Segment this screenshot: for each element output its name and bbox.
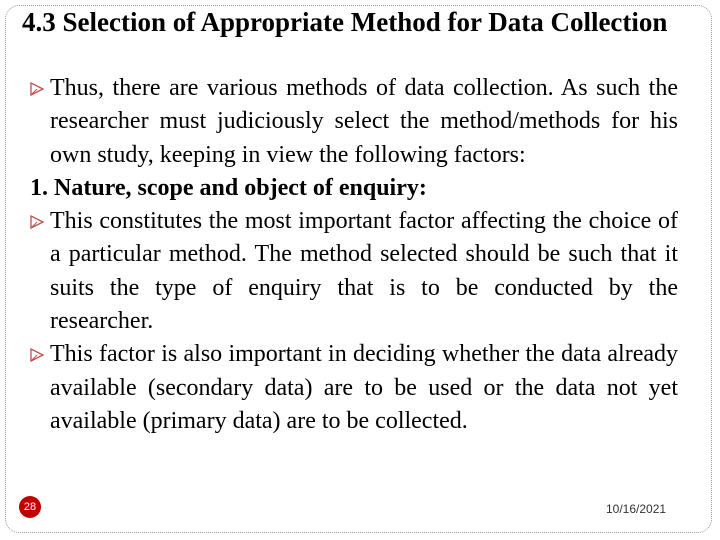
slide-title: 4.3 Selection of Appropriate Method for Data Collection — [22, 7, 668, 37]
section-subheading: 1. Nature, scope and object of enquiry: — [30, 174, 427, 201]
slide-content — [28, 72, 678, 438]
bullet-item — [28, 72, 678, 172]
slide-number-badge: 28 — [19, 496, 41, 518]
bullet-text: This constitutes the most important factor affecting the choice of a particular method. The method selected should be such that it suits the type of enquiry that is to be conducted by the researcher. — [50, 208, 678, 335]
bullet-text: Thus, there are various methods of data collection. As such the researcher must judiciously select the method/methods for his own study, keeping in view the following factors: — [50, 75, 678, 168]
slide-date: 10/16/2021 — [606, 502, 667, 516]
bullet-icon — [28, 72, 50, 105]
bullet-item — [28, 338, 678, 438]
bullet-item — [28, 205, 678, 338]
bullet-text: This factor is also important in deciding whether the data already available (secondary data) are to be used or the data not yet available (primary data) are to be collected. — [50, 341, 678, 434]
bullet-icon — [28, 338, 50, 371]
bullet-icon — [28, 205, 50, 238]
